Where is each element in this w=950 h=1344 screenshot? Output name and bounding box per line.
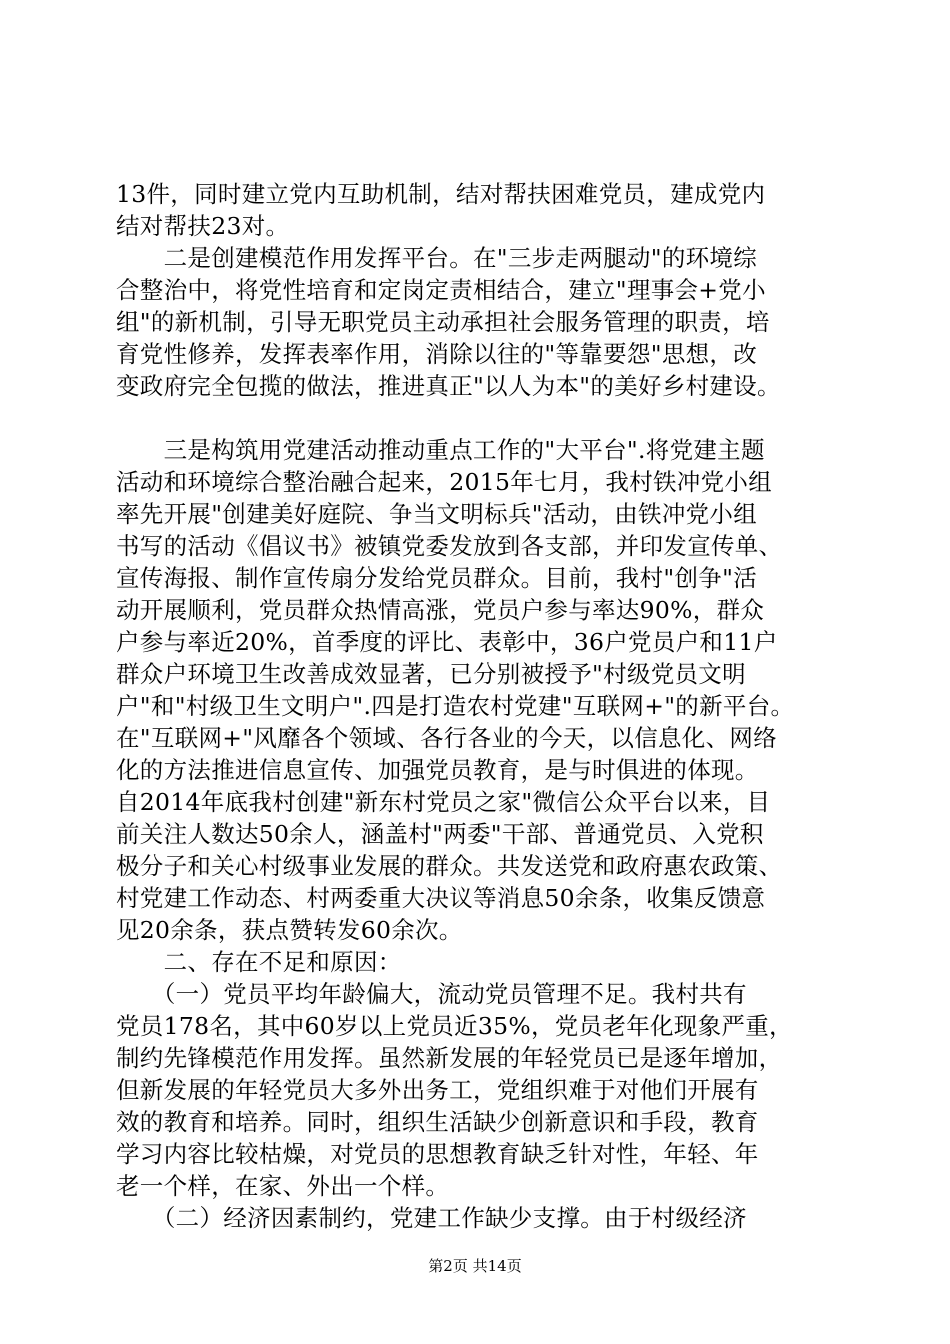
text-line: 率先开展"创建美好庭院、争当文明标兵"活动，由铁冲党小组 (116, 500, 758, 528)
text-line: 效的教育和培养。同时，组织生活缺少创新意识和手段，教育 (116, 1108, 759, 1136)
text-line: 书写的活动《倡议书》被镇党委发放到各支部，并印发宣传单、 (116, 532, 783, 560)
text-line: 结对帮扶23对。 (116, 212, 290, 240)
text-line: 户参与率近20%，首季度的评比、表彰中，36户党员户和11户 (116, 628, 778, 656)
text-line: 13件，同时建立党内互助机制，结对帮扶困难党员，建成党内 (116, 180, 766, 208)
text-line: 村党建工作动态、村两委重大决议等消息50余条，收集反馈意 (116, 884, 766, 912)
text-line: 在"互联网+"风靡各个领域、各行各业的今天，以信息化、网络 (116, 724, 778, 752)
text-line: 动开展顺利，党员群众热情高涨，党员户参与率达90%，群众 (116, 596, 765, 624)
text-line: （二）经济因素制约，党建工作缺少支撑。由于村级经济 (116, 1204, 747, 1232)
text-line: 前关注人数达50余人，涵盖村"两委"干部、普通党员、入党积 (116, 820, 764, 848)
text-line: 群众户环境卫生改善成效显著，已分别被授予"村级党员文明 (116, 660, 746, 688)
text-line: 组"的新机制，引导无职党员主动承担社会服务管理的职责，培 (116, 308, 770, 336)
text-line: 但新发展的年轻党员大多外出务工，党组织难于对他们开展有 (116, 1076, 759, 1104)
text-line: 极分子和关心村级事业发展的群众。共发送党和政府惠农政策、 (116, 852, 783, 880)
text-line: 合整治中，将党性培育和定岗定责相结合，建立"理事会+党小 (116, 276, 766, 304)
blank-line (116, 402, 856, 434)
text-line: 二是创建模范作用发挥平台。在"三步走两腿动"的环境综 (116, 244, 758, 272)
text-line: 二、存在不足和原因： (116, 948, 402, 976)
text-line: 变政府完全包揽的做法，推进真正"以人为本"的美好乡村建设。 (116, 372, 781, 400)
body-text (116, 178, 856, 1234)
text-line: （一）党员平均年龄偏大，流动党员管理不足。我村共有 (116, 980, 747, 1008)
text-line: 老一个样，在家、外出一个样。 (116, 1172, 450, 1200)
text-line: 三是构筑用党建活动推动重点工作的"大平台".将党建主题 (116, 436, 765, 464)
text-line: 化的方法推进信息宣传、加强党员教育，是与时俱进的体现。 (116, 756, 759, 784)
text-line: 自2014年底我村创建"新东村党员之家"微信公众平台以来，目 (116, 788, 771, 816)
page-footer: 第2页 共14页 (428, 1257, 522, 1275)
text-line: 育党性修养，发挥表率作用，消除以往的"等靠要怨"思想，改 (116, 340, 758, 368)
text-line: 学习内容比较枯燥，对党员的思想教育缺乏针对性，年轻、年 (116, 1140, 759, 1168)
text-line: 活动和环境综合整治融合起来，2015年七月，我村铁冲党小组 (116, 468, 773, 496)
text-line: 户"和"村级卫生文明户".四是打造农村党建"互联网+"的新平台。 (116, 692, 795, 720)
text-line: 宣传海报、制作宣传扇分发给党员群众。目前，我村"创争"活 (116, 564, 758, 592)
text-line: 党员178名，其中60岁以上党员近35%，党员老年化现象严重， (116, 1012, 793, 1040)
text-line: 制约先锋模范作用发挥。虽然新发展的年轻党员已是逐年增加， (116, 1044, 783, 1072)
text-line: 见20余条，获点赞转发60余次。 (116, 916, 463, 944)
